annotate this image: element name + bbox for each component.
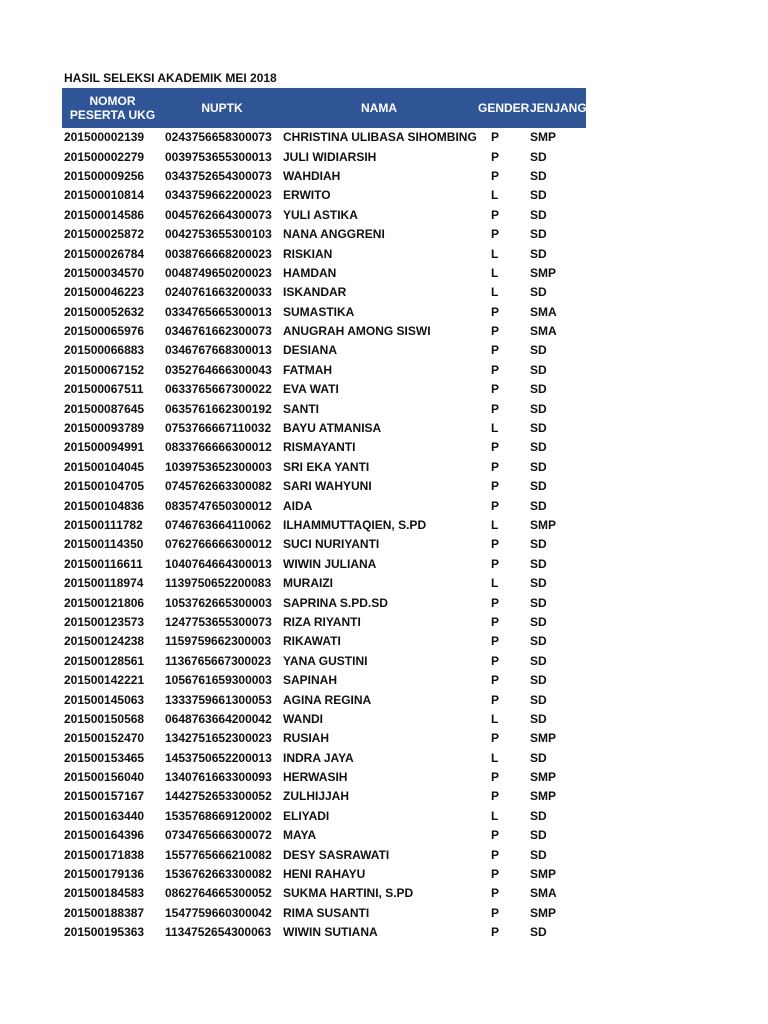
- cell-nuptk: 1056761659300003: [165, 673, 272, 688]
- cell-nuptk: 1136765667300023: [165, 653, 272, 668]
- cell-nama: HERWASIH: [283, 770, 348, 785]
- cell-nuptk: 0635761662300192: [165, 401, 272, 416]
- cell-jenjang: SD: [530, 168, 547, 183]
- cell-nomor: 201500093789: [64, 421, 145, 436]
- cell-nama: CHRISTINA ULIBASA SIHOMBING: [283, 130, 477, 145]
- table-row: [62, 690, 586, 709]
- cell-nuptk: 0038766668200023: [165, 246, 272, 261]
- cell-nama: SRI EKA YANTI: [283, 459, 370, 474]
- cell-jenjang: SD: [530, 653, 547, 668]
- cell-nama: ANUGRAH AMONG SISWI: [283, 324, 431, 339]
- table-row: [62, 710, 586, 729]
- cell-nomor: 201500046223: [64, 285, 145, 300]
- cell-nomor: 201500184583: [64, 886, 145, 901]
- cell-nama: WIWIN JULIANA: [283, 556, 377, 571]
- table-row: [62, 865, 586, 884]
- cell-nomor: 201500009256: [64, 168, 145, 183]
- cell-gender: P: [491, 673, 500, 688]
- cell-gender: P: [491, 382, 500, 397]
- cell-nuptk: 1134752654300063: [165, 925, 272, 940]
- cell-jenjang: SD: [530, 692, 547, 707]
- cell-nuptk: 0334765665300013: [165, 304, 272, 319]
- cell-gender: P: [491, 770, 500, 785]
- cell-gender: P: [491, 362, 500, 377]
- table-row: [62, 555, 586, 574]
- cell-nama: MAYA: [283, 828, 317, 843]
- cell-nomor: 201500171838: [64, 847, 145, 862]
- cell-nomor: 201500087645: [64, 401, 145, 416]
- cell-nuptk: 1159759662300003: [165, 634, 272, 649]
- cell-nuptk: 0346767668300013: [165, 343, 272, 358]
- cell-nomor: 201500121806: [64, 595, 145, 610]
- cell-nomor: 201500034570: [64, 265, 145, 280]
- cell-jenjang: SD: [530, 362, 547, 377]
- cell-nama: HENI RAHAYU: [283, 867, 366, 882]
- table-row: [62, 768, 586, 787]
- cell-nomor: 201500052632: [64, 304, 145, 319]
- cell-gender: P: [491, 867, 500, 882]
- cell-jenjang: SMP: [530, 265, 557, 280]
- cell-nama: WAHDIAH: [283, 168, 341, 183]
- cell-jenjang: SD: [530, 401, 547, 416]
- table-row: [62, 186, 586, 205]
- cell-nuptk: 0835747650300012: [165, 498, 272, 513]
- cell-gender: P: [491, 440, 500, 455]
- table-row: [62, 496, 586, 515]
- cell-nama: YANA GUSTINI: [283, 653, 368, 668]
- column-header-nomor-line2: PESERTA UKG: [69, 108, 156, 122]
- cell-jenjang: SD: [530, 556, 547, 571]
- cell-nomor: 201500114350: [64, 537, 144, 552]
- cell-gender: L: [491, 421, 499, 436]
- cell-nama: BAYU ATMANISA: [283, 421, 382, 436]
- cell-gender: P: [491, 556, 500, 571]
- cell-nomor: 201500195363: [64, 925, 145, 940]
- table-row: [62, 147, 586, 166]
- cell-nuptk: 0343759662200023: [165, 188, 272, 203]
- table-row: [62, 264, 586, 283]
- cell-gender: P: [491, 168, 500, 183]
- cell-nama: AGINA REGINA: [283, 692, 372, 707]
- cell-nama: ZULHIJJAH: [283, 789, 350, 804]
- cell-nomor: 201500104836: [64, 498, 145, 513]
- cell-jenjang: SD: [530, 188, 547, 203]
- table-row: [62, 206, 586, 225]
- cell-nomor: 201500157167: [64, 789, 145, 804]
- table-row: [62, 419, 586, 438]
- cell-nuptk: 0240761663200033: [165, 285, 272, 300]
- cell-gender: P: [491, 886, 500, 901]
- table-row: [62, 593, 586, 612]
- table-row: [62, 826, 586, 845]
- table-row: [62, 516, 586, 535]
- cell-nuptk: 1547759660300042: [165, 905, 272, 920]
- cell-gender: P: [491, 401, 500, 416]
- cell-jenjang: SMP: [530, 518, 557, 532]
- cell-nama: SUCI NURIYANTI: [283, 537, 380, 552]
- column-header-nuptk: NUPTK: [163, 88, 281, 128]
- cell-jenjang: SMA: [530, 304, 557, 319]
- cell-nama: RIKAWATI: [283, 634, 341, 649]
- cell-gender: P: [491, 789, 500, 804]
- table-row: [62, 361, 586, 380]
- cell-gender: L: [491, 285, 499, 300]
- table-row: [62, 303, 586, 322]
- cell-jenjang: SD: [530, 673, 547, 688]
- cell-nomor: 201500116611: [64, 556, 143, 571]
- cell-gender: L: [491, 246, 499, 261]
- cell-jenjang: SMP: [530, 789, 557, 804]
- cell-nuptk: 0648763664200042: [165, 711, 272, 726]
- cell-nuptk: 0753766667110032: [165, 421, 272, 436]
- table-header: [62, 88, 586, 128]
- cell-gender: P: [491, 479, 500, 494]
- cell-nuptk: 1536762663300082: [165, 867, 272, 882]
- cell-gender: P: [491, 847, 500, 862]
- cell-jenjang: SD: [530, 595, 547, 610]
- table-row: [62, 884, 586, 903]
- table-row: [62, 845, 586, 864]
- cell-nomor: 201500118974: [64, 576, 144, 591]
- table-row: [62, 787, 586, 806]
- header-row: [62, 88, 586, 128]
- cell-gender: P: [491, 905, 500, 920]
- cell-nama: SAPINAH: [283, 673, 338, 688]
- cell-nama: SARI WAHYUNI: [283, 479, 372, 494]
- cell-nomor: 201500153465: [64, 750, 145, 765]
- cell-nuptk: 1040764664300013: [165, 556, 272, 571]
- cell-gender: P: [491, 634, 500, 649]
- cell-nama: INDRA JAYA: [283, 750, 354, 765]
- cell-nuptk: 0352764666300043: [165, 362, 272, 377]
- cell-gender: P: [491, 828, 500, 843]
- table-row: [62, 652, 586, 671]
- cell-nama: DESY SASRAWATI: [283, 847, 390, 862]
- cell-jenjang: SD: [530, 343, 547, 358]
- cell-nuptk: 0745762663300082: [165, 479, 272, 494]
- cell-gender: P: [491, 459, 500, 474]
- cell-nuptk: 0734765666300072: [165, 828, 272, 843]
- cell-nama: JULI WIDIARSIH: [283, 149, 377, 164]
- cell-nama: SUMASTIKA: [283, 304, 355, 319]
- cell-nama: NANA ANGGRENI: [283, 227, 385, 242]
- cell-gender: P: [491, 324, 500, 339]
- column-header-jenjang: JENJANG: [528, 88, 586, 128]
- table-row: [62, 574, 586, 593]
- cell-gender: P: [491, 537, 500, 552]
- cell-nomor: 201500145063: [64, 692, 145, 707]
- column-header-nomor: [62, 88, 163, 128]
- cell-jenjang: SD: [530, 634, 547, 649]
- cell-gender: L: [491, 188, 499, 203]
- table-row: [62, 923, 586, 942]
- cell-jenjang: SD: [530, 711, 547, 726]
- cell-jenjang: SD: [530, 246, 547, 261]
- table-row: [62, 458, 586, 477]
- cell-nomor: 201500111782: [64, 518, 143, 532]
- table-row: [62, 749, 586, 768]
- cell-nama: AIDA: [283, 498, 313, 513]
- cell-gender: P: [491, 227, 500, 242]
- cell-nomor: 201500065976: [64, 324, 145, 339]
- cell-nomor: 201500142221: [64, 673, 145, 688]
- cell-nama: RIZA RIYANTI: [283, 614, 361, 629]
- table-row: [62, 632, 586, 651]
- cell-jenjang: SMP: [530, 130, 557, 145]
- cell-nama: SUKMA HARTINI, S.PD: [283, 886, 414, 901]
- cell-gender: P: [491, 498, 500, 513]
- cell-jenjang: SD: [530, 847, 547, 862]
- cell-gender: L: [491, 711, 499, 726]
- cell-nama: RUSIAH: [283, 731, 330, 746]
- table-row: [62, 535, 586, 554]
- cell-gender: P: [491, 343, 500, 358]
- cell-nama: WANDI: [283, 711, 323, 726]
- table-row: [62, 399, 586, 418]
- cell-nama: WIWIN SUTIANA: [283, 925, 378, 940]
- cell-jenjang: SD: [530, 576, 547, 591]
- cell-nama: ILHAMMUTTAQIEN, S.PD: [283, 518, 427, 532]
- cell-jenjang: SD: [530, 382, 547, 397]
- table-row: [62, 341, 586, 360]
- cell-gender: L: [491, 576, 499, 591]
- cell-nomor: 201500123573: [64, 614, 145, 629]
- cell-nomor: 201500188387: [64, 905, 145, 920]
- cell-nomor: 201500067511: [64, 382, 144, 397]
- column-header-nama: NAMA: [281, 88, 477, 128]
- cell-jenjang: SMA: [530, 886, 557, 901]
- cell-nomor: 201500026784: [64, 246, 145, 261]
- cell-nama: ISKANDAR: [283, 285, 347, 300]
- cell-nomor: 201500128561: [64, 653, 145, 668]
- cell-nuptk: 1039753652300003: [165, 459, 272, 474]
- cell-nama: RISKIAN: [283, 246, 333, 261]
- cell-nuptk: 1557765666210082: [165, 847, 272, 862]
- cell-jenjang: SMP: [530, 905, 557, 920]
- cell-gender: P: [491, 731, 500, 746]
- cell-gender: L: [491, 808, 499, 823]
- table-row: [62, 128, 586, 147]
- cell-nomor: 201500014586: [64, 207, 145, 222]
- cell-nuptk: 0862764665300052: [165, 886, 272, 901]
- cell-nuptk: 0746763664110062: [165, 518, 272, 532]
- cell-nomor: 201500164396: [64, 828, 145, 843]
- cell-jenjang: SMP: [530, 770, 557, 785]
- column-header-gender: GENDER: [477, 88, 528, 128]
- cell-nama: HAMDAN: [283, 265, 337, 280]
- cell-gender: P: [491, 207, 500, 222]
- cell-nuptk: 1442752653300052: [165, 789, 272, 804]
- cell-nama: RISMAYANTI: [283, 440, 356, 455]
- cell-gender: P: [491, 595, 500, 610]
- cell-gender: L: [491, 518, 499, 532]
- cell-nama: MURAIZI: [283, 576, 333, 591]
- table-row: [62, 807, 586, 826]
- cell-jenjang: SD: [530, 285, 547, 300]
- cell-jenjang: SD: [530, 479, 547, 494]
- cell-jenjang: SD: [530, 925, 547, 940]
- cell-jenjang: SD: [530, 750, 547, 765]
- cell-nomor: 201500002279: [64, 149, 145, 164]
- cell-gender: P: [491, 149, 500, 164]
- cell-jenjang: SD: [530, 498, 547, 513]
- table-row: [62, 438, 586, 457]
- cell-nomor: 201500124238: [64, 634, 145, 649]
- table-body: [62, 128, 586, 942]
- cell-nuptk: 1333759661300053: [165, 692, 272, 707]
- cell-nuptk: 0762766666300012: [165, 537, 272, 552]
- cell-jenjang: SD: [530, 828, 547, 843]
- cell-nomor: 201500066883: [64, 343, 145, 358]
- table-row: [62, 283, 586, 302]
- table-row: [62, 244, 586, 263]
- cell-nama: EVA WATI: [283, 382, 339, 397]
- cell-jenjang: SD: [530, 440, 547, 455]
- cell-nuptk: 1535768669120002: [165, 808, 272, 823]
- cell-gender: P: [491, 925, 500, 940]
- cell-gender: P: [491, 692, 500, 707]
- cell-nuptk: 1247753655300073: [165, 614, 272, 629]
- cell-jenjang: SD: [530, 614, 547, 629]
- cell-jenjang: SMA: [530, 324, 557, 339]
- cell-nuptk: 1453750652200013: [165, 750, 272, 765]
- cell-jenjang: SD: [530, 537, 547, 552]
- cell-nuptk: 0045762664300073: [165, 207, 272, 222]
- cell-nomor: 201500010814: [64, 188, 145, 203]
- cell-nuptk: 0833766666300012: [165, 440, 272, 455]
- cell-jenjang: SD: [530, 227, 547, 242]
- cell-nama: ERWITO: [283, 188, 331, 203]
- cell-jenjang: SD: [530, 207, 547, 222]
- cell-nama: RIMA SUSANTI: [283, 905, 370, 920]
- cell-nama: YULI ASTIKA: [283, 207, 358, 222]
- cell-nomor: 201500025872: [64, 227, 145, 242]
- column-header-nomor-line1: NOMOR: [89, 94, 136, 108]
- cell-nuptk: 0048749650200023: [165, 265, 272, 280]
- table-row: [62, 380, 586, 399]
- cell-nama: SANTI: [283, 401, 319, 416]
- table-row: [62, 225, 586, 244]
- cell-nomor: 201500067152: [64, 362, 145, 377]
- results-table: [62, 88, 586, 942]
- cell-gender: P: [491, 614, 500, 629]
- cell-jenjang: SMP: [530, 867, 557, 882]
- cell-nama: SAPRINA S.PD.SD: [283, 595, 388, 610]
- table-row: [62, 729, 586, 748]
- cell-nuptk: 1053762665300003: [165, 595, 272, 610]
- cell-nuptk: 1340761663300093: [165, 770, 272, 785]
- page-title: HASIL SELEKSI AKADEMIK MEI 2018: [64, 71, 277, 85]
- cell-nomor: 201500002139: [64, 130, 145, 145]
- cell-jenjang: SD: [530, 808, 547, 823]
- cell-nama: ELIYADI: [283, 808, 330, 823]
- cell-gender: P: [491, 130, 500, 145]
- cell-nomor: 201500104705: [64, 479, 145, 494]
- cell-nuptk: 1342751652300023: [165, 731, 272, 746]
- cell-nuptk: 0039753655300013: [165, 149, 272, 164]
- table-row: [62, 613, 586, 632]
- cell-jenjang: SD: [530, 459, 547, 474]
- cell-nomor: 201500179136: [64, 867, 145, 882]
- cell-nama: DESIANA: [283, 343, 338, 358]
- cell-gender: P: [491, 653, 500, 668]
- cell-jenjang: SD: [530, 421, 547, 436]
- cell-nuptk: 0633765667300022: [165, 382, 272, 397]
- cell-gender: L: [491, 265, 499, 280]
- cell-nuptk: 0346761662300073: [165, 324, 272, 339]
- cell-nomor: 201500163440: [64, 808, 145, 823]
- cell-nomor: 201500152470: [64, 731, 145, 746]
- table-row: [62, 671, 586, 690]
- table-row: [62, 477, 586, 496]
- cell-nomor: 201500094991: [64, 440, 145, 455]
- cell-jenjang: SD: [530, 149, 547, 164]
- cell-nuptk: 0243756658300073: [165, 130, 272, 145]
- cell-nuptk: 1139750652200083: [165, 576, 272, 591]
- cell-nama: FATMAH: [283, 362, 333, 377]
- cell-gender: L: [491, 750, 499, 765]
- cell-nomor: 201500104045: [64, 459, 145, 474]
- cell-nuptk: 0042753655300103: [165, 227, 272, 242]
- table-row: [62, 904, 586, 923]
- cell-nomor: 201500150568: [64, 711, 145, 726]
- cell-nuptk: 0343752654300073: [165, 168, 272, 183]
- cell-nomor: 201500156040: [64, 770, 145, 785]
- table-row: [62, 167, 586, 186]
- table-row: [62, 322, 586, 341]
- cell-jenjang: SMP: [530, 731, 557, 746]
- cell-gender: P: [491, 304, 500, 319]
